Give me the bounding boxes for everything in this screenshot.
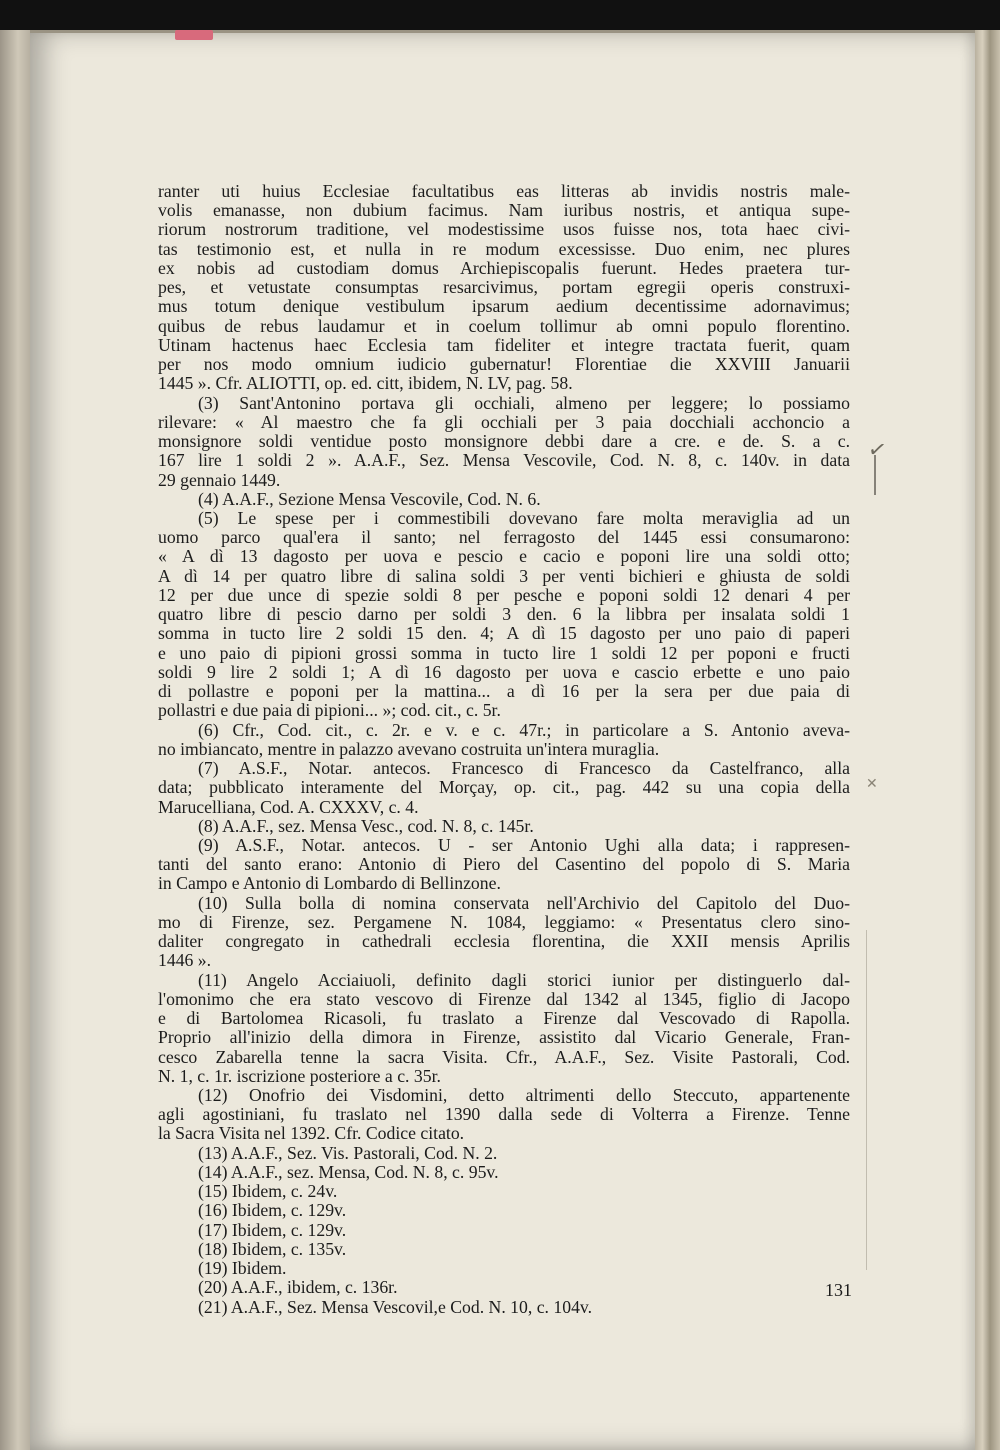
text-line: 1446 ». [158, 950, 212, 971]
text-line: la Sacra Visita nel 1392. Cfr. Codice citato. [158, 1123, 465, 1144]
text-line: A dì 14 per quatro libre di salina soldi 3 per venti bichieri e ghiusta de soldi [158, 565, 850, 586]
text-line: mo di Firenze, sez. Pergamene N. 1084, leggiamo: « Presentatus clero sino- [158, 911, 850, 932]
footnotes-text-block [158, 182, 850, 1317]
text-line: e uno paio di pipioni grossi somma in tucto lire 1 soldi 12 per poponi e fructi [158, 642, 850, 663]
text-line: no imbiancato, mentre in palazzo avevano costruita un'intera muraglia. [158, 738, 660, 759]
text-line: 29 gennaio 1449. [158, 469, 281, 490]
page-stack-edge [975, 30, 1000, 1450]
text-line: (17) Ibidem, c. 129v. [198, 1219, 347, 1240]
text-line: Marucelliana, Cod. A. CXXXV, c. 4. [158, 796, 419, 817]
page-top-edge [30, 30, 975, 33]
text-line: quibus de rebus laudamur et in coelum tollimur ab omni populo florentino. [158, 315, 850, 336]
text-line: (10) Sulla bolla di nomina conservata nell'Archivio del Capitolo del Duo- [198, 892, 850, 913]
text-line: ranter uti huius Ecclesiae facultatibus eas litteras ab invidis nostris male- [158, 181, 850, 201]
text-line: « A dì 13 dagosto per uova e pescio e cacio e poponi lire una soldi otto; [158, 546, 850, 567]
pencil-margin-bracket [862, 930, 867, 1270]
text-line: daliter congregato in cathedrali ecclesia florentina, die XXII mensis Aprilis [158, 931, 850, 952]
text-line: N. 1, c. 1r. iscrizione posteriore a c. 35r. [158, 1065, 441, 1086]
text-line: monsignore soldi ventidue posto monsignore debbi dare a cre. e de. S. a c. [158, 431, 850, 452]
text-line: per nos modo omnium iudicio gubernatur! Florentiae die XXVIII Januarii [158, 354, 850, 375]
text-line: l'omonimo che era stato vescovo di Firenze dal 1342 al 1345, figlio di Jacopo [158, 988, 850, 1009]
pencil-margin-line [872, 455, 876, 495]
text-line: di pollastre e poponi per la mattina... a dì 16 per la sera per due paia di [158, 681, 850, 702]
text-line: (20) A.A.F., ibidem, c. 136r. [198, 1277, 398, 1298]
text-line: volis emanasse, non dubium facimus. Nam iuribus nostris, et antiqua supe- [158, 200, 850, 221]
text-line: e di Bartolomea Ricasoli, fu traslato a Firenze dal Vescovado di Rapolla. [158, 1008, 850, 1029]
text-line: (3) Sant'Antonino portava gli occhiali, almeno per leggere; lo possiamo [198, 392, 850, 413]
text-line: rilevare: « Al maestro che fa gli occhiali per 3 paia docchiali acchoncio a [158, 411, 850, 432]
text-line: in Campo e Antonio di Lombardo di Bellinzone. [158, 873, 501, 894]
text-line: tas testimonio est, et nulla in re modum excessisse. Duo enim, nec plures [158, 238, 850, 259]
pencil-check-mark: ✓ [865, 436, 889, 465]
pencil-tick-mark: ✕ [866, 776, 878, 792]
text-line: 12 per due unce di spezie soldi 8 per pesche e poponi soldi 12 denari 4 per [158, 584, 850, 605]
text-line: 1445 ». Cfr. ALIOTTI, op. ed. citt, ibidem, N. LV, pag. 58. [158, 373, 573, 394]
text-line: riorum nostrorum traditione, vel modestissime usos fuisse nos, tota haec civi- [158, 219, 850, 240]
text-line: quatro libre di pescio darno per soldi 3 den. 6 la libbra per insalata soldi 1 [158, 604, 850, 625]
text-line: 167 lire 1 soldi 2 ». A.A.F., Sez. Mensa Vescovile, Cod. N. 8, c. 140v. in data [158, 450, 850, 471]
text-line: (7) A.S.F., Notar. antecos. Francesco di Francesco da Castelfranco, alla [198, 758, 850, 779]
text-line: (9) A.S.F., Notar. antecos. U - ser Antonio Ughi alla data; i rappresen- [198, 834, 850, 855]
page-number: 131 [825, 1280, 852, 1300]
text-line: somma in tucto lire 2 soldi 15 den. 4; A dì 15 dagosto per uno paio di paperi [158, 623, 850, 644]
text-line: (13) A.A.F., Sez. Vis. Pastorali, Cod. N. 2. [198, 1142, 498, 1163]
text-line: ex nobis ad custodiam domus Archiepiscopalis fuerunt. Hedes praetera tur- [158, 257, 850, 278]
text-line: (12) Onofrio dei Visdomini, detto altrimenti dello Steccuto, appartenente [198, 1085, 850, 1106]
text-line: Proprio all'inizio della dimora in Firenze, assistito dal Vicario Generale, Fran- [158, 1027, 850, 1048]
text-line: Utinam hactenus haec Ecclesia tam fideliter et integre tractata fuerit, quam [158, 334, 850, 355]
text-line: (6) Cfr., Cod. cit., c. 2r. e v. e c. 47r.; in particolare a S. Antonio aveva- [198, 719, 850, 740]
text-line: (5) Le spese per i commestibili dovevano fare molta meraviglia ad un [198, 507, 850, 528]
text-line: (8) A.A.F., sez. Mensa Vesc., cod. N. 8, c. 145r. [198, 815, 534, 836]
text-line: (18) Ibidem, c. 135v. [198, 1238, 347, 1259]
text-line: tanti del santo erano: Antonio di Piero del Casentino del popolo di S. Maria [158, 854, 850, 875]
text-line: (19) Ibidem. [198, 1258, 287, 1279]
text-line: (14) A.A.F., sez. Mensa, Cod. N. 8, c. 95v. [198, 1161, 499, 1182]
text-line: cesco Zabarella tenne la sacra Visita. Cfr., A.A.F., Sez. Visite Pastorali, Cod. [158, 1046, 850, 1067]
text-line: (16) Ibidem, c. 129v. [198, 1200, 347, 1221]
text-line: soldi 9 lire 2 soldi 1; A dì 16 dagosto per uova e cascio erbette e uno paio [158, 661, 850, 682]
text-line: mus totum denique vestibulum ipsarum aedium decentissime adornavimus; [158, 296, 850, 317]
red-ribbon-marker [175, 30, 213, 40]
text-line: pes, et vetustate consumptas resarcivimus, portam egregii operis construxi- [158, 277, 850, 298]
text-line: (4) A.A.F., Sezione Mensa Vescovile, Cod. N. 6. [198, 488, 541, 509]
text-line: agli agostiniani, fu traslato nel 1390 dalla sede di Volterra a Firenze. Tenne [158, 1104, 850, 1125]
text-line: uomo parco qual'era il santo; nel ferragosto del 1445 essi consumarono: [158, 527, 850, 548]
text-line: (11) Angelo Acciaiuoli, definito dagli storici iunior per distinguerlo dal- [198, 969, 850, 990]
text-line: pollastri e due paia di pipioni... »; cod. cit., c. 5r. [158, 700, 501, 721]
text-line: (21) A.A.F., Sez. Mensa Vescovil,e Cod. N. 10, c. 104v. [198, 1296, 593, 1317]
facing-page-edge [0, 30, 32, 1450]
text-line: (15) Ibidem, c. 24v. [198, 1181, 338, 1202]
text-line: data; pubblicato interamente del Morçay, op. cit., pag. 442 su una copia della [158, 777, 850, 798]
